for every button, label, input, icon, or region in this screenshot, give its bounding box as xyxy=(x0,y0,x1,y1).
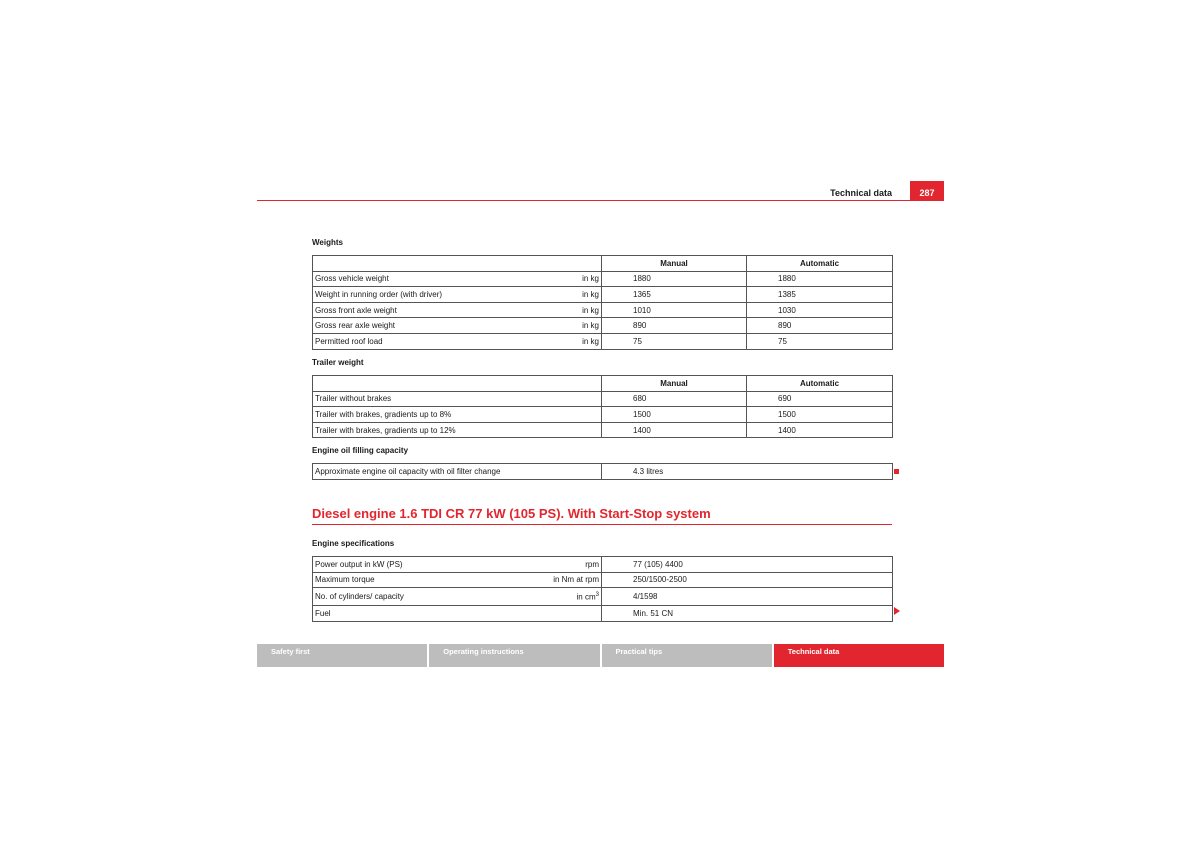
table-row xyxy=(313,271,893,287)
manual-value: 75 xyxy=(602,333,747,349)
spec-value: Min. 51 CN xyxy=(602,606,893,622)
manual-value: 1880 xyxy=(602,271,747,287)
automatic-value: 1500 xyxy=(747,407,893,423)
section-heading: Diesel engine 1.6 TDI CR 77 kW (105 PS). With Start-Stop system xyxy=(312,506,711,521)
row-label: Trailer with brakes, gradients up to 8% xyxy=(315,409,452,419)
manual-value: 1010 xyxy=(602,302,747,318)
row-label: Maximum torque xyxy=(315,575,375,585)
end-of-section-marker xyxy=(894,469,899,474)
row-unit xyxy=(577,592,599,602)
table-row xyxy=(313,407,893,423)
table-row xyxy=(313,302,893,318)
row-label: Fuel xyxy=(315,608,331,618)
engine-oil-table xyxy=(312,463,893,480)
row-label: Weight in running order (with driver) xyxy=(315,289,443,299)
engine-oil-title: Engine oil filling capacity xyxy=(312,446,409,455)
table-row xyxy=(313,422,893,438)
manual-value: 1400 xyxy=(602,422,747,438)
row-unit: in kg xyxy=(582,305,599,315)
spec-value: 4/1598 xyxy=(602,588,893,606)
table-row xyxy=(313,391,893,407)
table-row xyxy=(313,588,893,606)
engine-specifications-table xyxy=(312,556,893,622)
trailer-weight-table xyxy=(312,375,893,438)
row-label: No. of cylinders/ capacity xyxy=(315,591,404,601)
running-header-title: Technical data xyxy=(830,188,892,198)
row-unit: in Nm at rpm xyxy=(553,575,599,585)
automatic-value: 75 xyxy=(747,333,893,349)
unit-superscript: 3 xyxy=(595,591,599,598)
spec-value: 77 (105) 4400 xyxy=(602,557,893,573)
automatic-value: 1880 xyxy=(747,271,893,287)
footer-navigation xyxy=(257,644,944,667)
row-unit: in kg xyxy=(582,289,599,299)
table-row xyxy=(313,318,893,334)
unit-text: in cm xyxy=(576,592,596,602)
engine-specifications-title: Engine specifications xyxy=(312,539,395,548)
footer-tab-operating-instructions[interactable]: Operating instructions xyxy=(429,644,599,667)
column-header-automatic: Automatic xyxy=(747,376,893,392)
footer-tab-practical-tips[interactable]: Practical tips xyxy=(602,644,772,667)
automatic-value: 1030 xyxy=(747,302,893,318)
row-label: Approximate engine oil capacity with oil filter change xyxy=(315,466,501,476)
weights-title: Weights xyxy=(312,238,343,247)
table-row xyxy=(313,464,893,480)
trailer-weight-title: Trailer weight xyxy=(312,358,364,367)
column-header-automatic: Automatic xyxy=(747,256,893,272)
footer-tab-technical-data[interactable]: Technical data xyxy=(774,644,944,667)
oil-capacity-value: 4.3 litres xyxy=(602,464,893,480)
table-row xyxy=(313,572,893,588)
table-row xyxy=(313,557,893,573)
row-label: Permitted roof load xyxy=(315,336,383,346)
automatic-value: 890 xyxy=(747,318,893,334)
manual-value: 1500 xyxy=(602,407,747,423)
table-header-row xyxy=(313,256,893,272)
empty-header-cell xyxy=(313,376,602,392)
manual-value: 680 xyxy=(602,391,747,407)
automatic-value: 1385 xyxy=(747,287,893,303)
automatic-value: 1400 xyxy=(747,422,893,438)
row-unit: in kg xyxy=(582,274,599,284)
row-unit: in kg xyxy=(582,336,599,346)
page-number: 287 xyxy=(910,181,944,201)
row-label: Trailer without brakes xyxy=(315,394,392,404)
automatic-value: 690 xyxy=(747,391,893,407)
table-row xyxy=(313,333,893,349)
spec-value: 250/1500-2500 xyxy=(602,572,893,588)
header-rule xyxy=(257,200,944,201)
continue-arrow-icon xyxy=(894,607,900,615)
empty-header-cell xyxy=(313,256,602,272)
column-header-manual: Manual xyxy=(602,256,747,272)
row-label: Gross vehicle weight xyxy=(315,274,389,284)
row-label: Gross front axle weight xyxy=(315,305,397,315)
weights-table xyxy=(312,255,893,350)
table-row xyxy=(313,606,893,622)
row-label: Power output in kW (PS) xyxy=(315,559,403,569)
row-label: Trailer with brakes, gradients up to 12% xyxy=(315,425,456,435)
row-unit: rpm xyxy=(585,559,599,569)
manual-value: 1365 xyxy=(602,287,747,303)
footer-tab-safety-first[interactable]: Safety first xyxy=(257,644,427,667)
heading-rule xyxy=(312,524,892,525)
row-unit: in kg xyxy=(582,321,599,331)
row-label: Gross rear axle weight xyxy=(315,321,396,331)
table-row xyxy=(313,287,893,303)
column-header-manual: Manual xyxy=(602,376,747,392)
manual-value: 890 xyxy=(602,318,747,334)
table-header-row xyxy=(313,376,893,392)
